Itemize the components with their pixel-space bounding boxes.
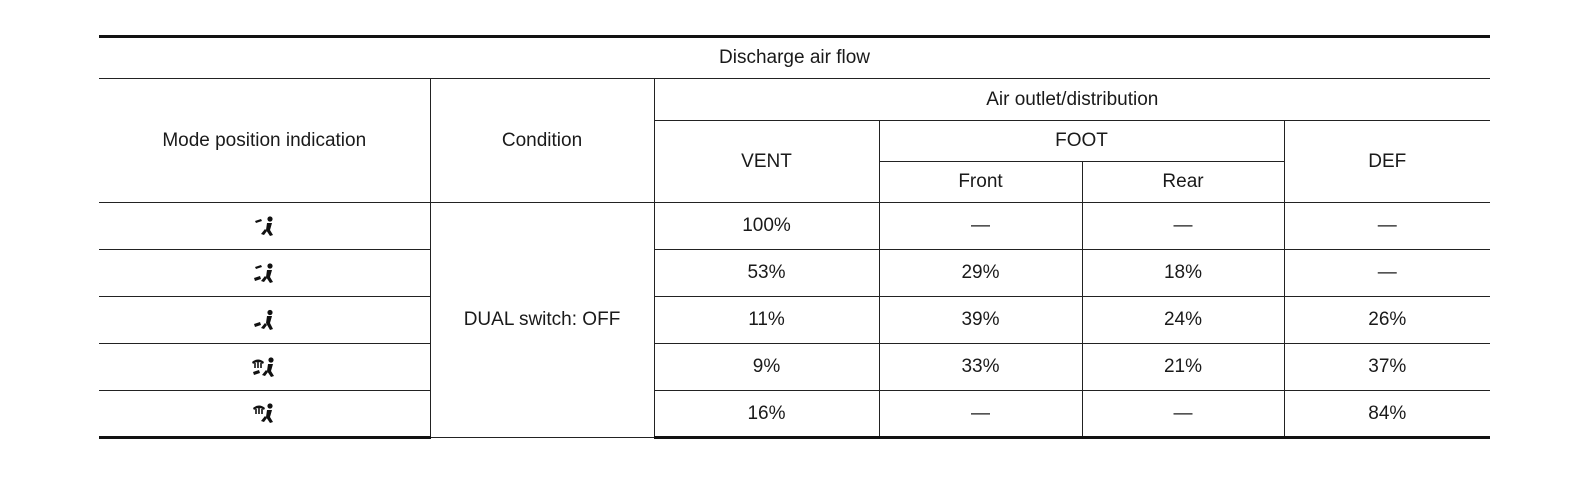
foot-rear-value: 18%	[1082, 250, 1284, 297]
table-row	[99, 344, 1490, 391]
foot-front-value: 39%	[879, 297, 1082, 344]
def-value: 37%	[1284, 344, 1490, 391]
mode-cell	[99, 344, 430, 391]
header-foot-front: Front	[879, 162, 1082, 203]
table-title: Discharge air flow	[99, 37, 1490, 79]
defrost-foot-mode-icon	[251, 356, 277, 378]
foot-rear-value: 24%	[1082, 297, 1284, 344]
table-row	[99, 297, 1490, 344]
mode-cell	[99, 250, 430, 297]
bilevel-mode-icon	[252, 262, 276, 284]
vent-value: 11%	[654, 297, 879, 344]
defrost-mode-icon	[252, 402, 276, 424]
mode-cell	[99, 391, 430, 438]
vent-value: 100%	[654, 203, 879, 250]
foot-rear-value: 21%	[1082, 344, 1284, 391]
condition-cell: DUAL switch: OFF	[430, 203, 654, 438]
def-value: 84%	[1284, 391, 1490, 438]
header-mode-position: Mode position indication	[99, 79, 430, 203]
def-value: —	[1284, 203, 1490, 250]
mode-cell	[99, 297, 430, 344]
foot-front-value: 33%	[879, 344, 1082, 391]
vent-mode-icon	[252, 215, 276, 237]
mode-cell	[99, 203, 430, 250]
header-def: DEF	[1284, 121, 1490, 203]
discharge-air-flow-table	[99, 35, 1490, 439]
foot-rear-value: —	[1082, 203, 1284, 250]
header-vent: VENT	[654, 121, 879, 203]
table-row	[99, 250, 1490, 297]
foot-mode-icon	[252, 309, 276, 331]
foot-rear-value: —	[1082, 391, 1284, 438]
header-foot: FOOT	[879, 121, 1284, 162]
table-row	[99, 391, 1490, 438]
header-foot-rear: Rear	[1082, 162, 1284, 203]
foot-front-value: —	[879, 203, 1082, 250]
def-value: 26%	[1284, 297, 1490, 344]
header-air-outlet: Air outlet/distribution	[654, 79, 1490, 121]
vent-value: 53%	[654, 250, 879, 297]
foot-front-value: 29%	[879, 250, 1082, 297]
header-condition: Condition	[430, 79, 654, 203]
def-value: —	[1284, 250, 1490, 297]
table-row	[99, 203, 1490, 250]
foot-front-value: —	[879, 391, 1082, 438]
vent-value: 9%	[654, 344, 879, 391]
vent-value: 16%	[654, 391, 879, 438]
